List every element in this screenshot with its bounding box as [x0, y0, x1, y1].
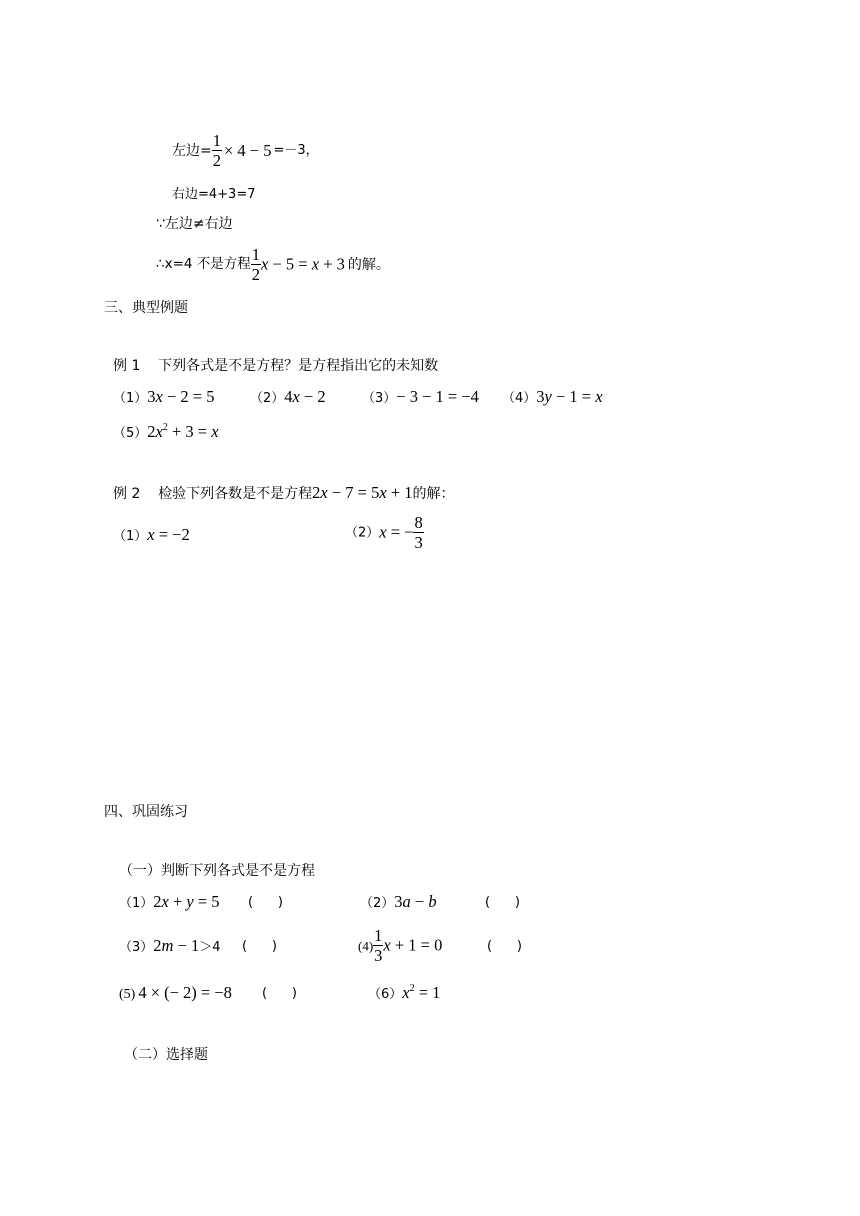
answer-blank-3[interactable]: ( ): [242, 939, 277, 954]
example2-fraction: $\frac{8}{3}$: [414, 513, 423, 553]
example1-item-4: （4）3y − 1 = x: [502, 387, 603, 406]
rhs-line: 右边=4+3=7: [172, 187, 256, 202]
practice-item-6: $(6)x^2 = 1$: [368, 983, 441, 1002]
therefore-suffix: 的解。: [347, 256, 390, 273]
lhs-fraction: $\frac{1}{2}$: [212, 131, 221, 171]
example2-item-2: （2）x = − $\frac{8}{3}$: [345, 513, 423, 553]
lhs-expression: × 4 − 5: [223, 140, 272, 160]
practice-item-1: （1）2x + y = 5: [119, 892, 220, 911]
practice-fraction: $\frac{1}{3}$: [374, 926, 383, 966]
example1-item-2: （2）4x − 2: [250, 387, 326, 406]
example1-item-1: （1）3x − 2 = 5: [113, 387, 215, 406]
lhs-line: [172, 132, 319, 170]
example2-item-1: （1）x = −2: [113, 525, 190, 544]
practice-item-2: （2）3a − b: [360, 892, 437, 911]
because-line: ∵左边≠右边: [156, 216, 233, 232]
practice-item-5: (5) 4 × (− 2) = −8: [119, 983, 232, 1002]
part1-title: （一）判断下列各式是不是方程: [119, 863, 315, 879]
therefore-prefix: ∴x=4 不是方程: [156, 256, 251, 273]
answer-blank-2[interactable]: ( ): [485, 895, 520, 910]
answer-blank-1[interactable]: ( ): [248, 895, 283, 910]
therefore-equation: x − 5 = x + 3: [261, 254, 345, 274]
answer-blank-5[interactable]: ( ): [262, 986, 297, 1001]
lhs-prefix: 左边=: [172, 142, 212, 159]
example2-title: 例 2 检验下列各数是不是方程2x − 7 = 5x + 1的解：: [113, 483, 455, 502]
lhs-result: =－3，: [273, 143, 319, 159]
section4-heading: 四、巩固练习: [104, 804, 188, 820]
therefore-fraction: $\frac{1}{2}$: [251, 245, 261, 285]
example2-equation: 2x − 7 = 5x + 1: [312, 483, 413, 502]
practice-item-4: (4) $\frac{1}{3}$ x + 1 = 0: [358, 926, 443, 966]
example1-title: 例 1 下列各式是不是方程？是方程指出它的未知数: [113, 358, 439, 374]
practice-item-3: （3）2m − 1＞4: [119, 936, 221, 955]
therefore-line: [156, 246, 390, 284]
example1-item-3: （3）− 3 − 1 = −4: [362, 387, 479, 406]
example1-item-5: $(5)2x^2 + 3 = x$: [113, 422, 219, 441]
section3-heading: 三、典型例题: [104, 300, 188, 316]
answer-blank-4[interactable]: ( ): [487, 939, 522, 954]
part2-title: （二）选择题: [124, 1047, 208, 1063]
